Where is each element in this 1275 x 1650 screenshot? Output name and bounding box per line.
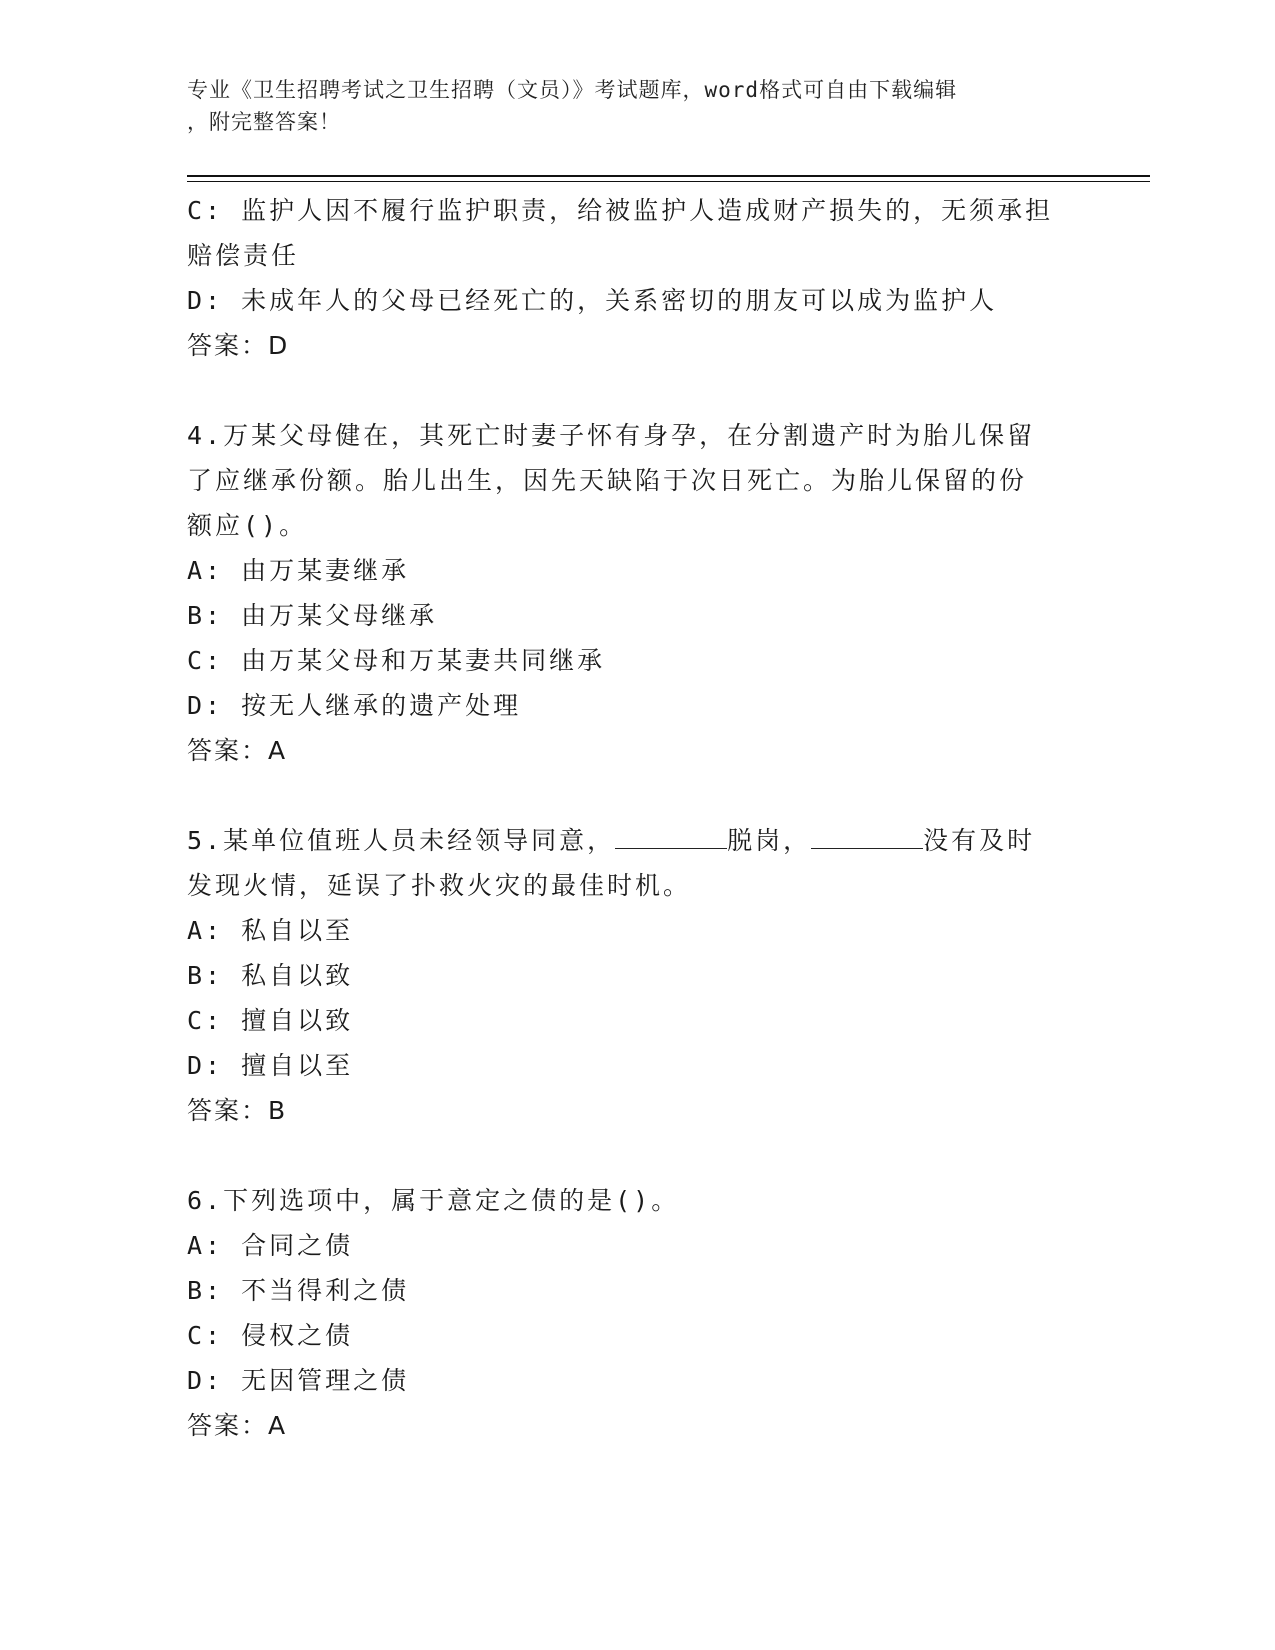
option-a: A: 由万某妻继承 <box>187 556 410 585</box>
option-c: C: 侵权之债 <box>187 1321 354 1350</box>
question-4 <box>187 413 1087 773</box>
question-stem: 6.下列选项中，属于意定之债的是()。 <box>187 1186 680 1215</box>
question-6 <box>187 1178 1087 1448</box>
stem-part-3: 没有及时 <box>923 826 1036 855</box>
question-stem-line-2: 发现火情，延误了扑救火灾的最佳时机。 <box>187 871 692 900</box>
stem-part-1: 5.某单位值班人员未经领导同意， <box>187 826 616 855</box>
option-b: B: 由万某父母继承 <box>187 601 438 630</box>
option-c: C: 由万某父母和万某妻共同继承 <box>187 646 606 675</box>
question-5 <box>187 818 1087 1133</box>
stem-part-2: 脱岗， <box>727 826 812 855</box>
answer: 答案：D <box>187 331 290 360</box>
answer: 答案：B <box>187 1096 288 1125</box>
question-3-tail <box>187 188 1087 368</box>
header-divider-thick <box>187 175 1150 177</box>
option-b: B: 私自以致 <box>187 961 354 990</box>
option-a: A: 合同之债 <box>187 1231 354 1260</box>
option-c: C: 擅自以致 <box>187 1006 354 1035</box>
answer: 答案：A <box>187 1411 288 1440</box>
question-stem-line-2: 了应继承份额。胎儿出生，因先天缺陷于次日死亡。为胎儿保留的份 <box>187 466 1028 495</box>
question-list <box>187 188 1087 1448</box>
option-c-line-2: 赔偿责任 <box>187 241 300 270</box>
question-stem-line-3: 额应()。 <box>187 511 308 540</box>
option-c-line-1: C: 监护人因不履行监护职责，给被监护人造成财产损失的，无须承担 <box>187 196 1054 225</box>
option-d: D: 按无人继承的遗产处理 <box>187 691 522 720</box>
spacer <box>187 368 1087 413</box>
option-d: D: 无因管理之债 <box>187 1366 410 1395</box>
fill-in-blank-1 <box>615 822 727 849</box>
question-stem-line-1 <box>187 818 1087 863</box>
option-a: A: 私自以至 <box>187 916 354 945</box>
document-header <box>187 74 1087 138</box>
fill-in-blank-2 <box>811 822 923 849</box>
header-line-1: 专业《卫生招聘考试之卫生招聘（文员）》考试题库，word格式可自由下载编辑 <box>187 78 958 102</box>
answer: 答案：A <box>187 736 288 765</box>
spacer <box>187 1133 1087 1178</box>
header-line-2: ，附完整答案！ <box>187 110 341 134</box>
question-stem-line-1: 4.万某父母健在，其死亡时妻子怀有身孕，在分割遗产时为胎儿保留 <box>187 421 1036 450</box>
option-d: D: 未成年人的父母已经死亡的，关系密切的朋友可以成为监护人 <box>187 286 998 315</box>
header-divider-thin <box>187 181 1150 182</box>
spacer <box>187 773 1087 818</box>
option-b: B: 不当得利之债 <box>187 1276 410 1305</box>
option-d: D: 擅自以至 <box>187 1051 354 1080</box>
